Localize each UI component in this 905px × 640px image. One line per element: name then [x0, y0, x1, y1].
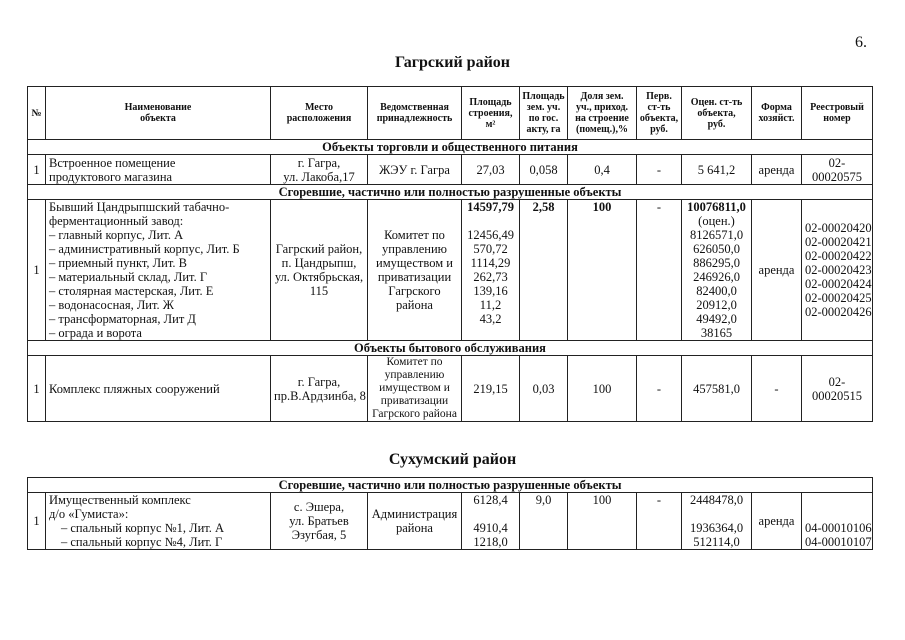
- cell-reg: [802, 493, 873, 550]
- gagra-table: [27, 86, 873, 422]
- cell-location: [271, 200, 368, 341]
- location-line: п. Цандрыпш,: [281, 256, 357, 270]
- dept-line: Комитет по: [386, 356, 443, 368]
- est-value: 1936364,0: [689, 521, 744, 535]
- name-line: Бывший Цандрыпшский табачно-: [49, 200, 230, 214]
- est-value: 886295,0: [693, 256, 740, 270]
- location-line: ул. Братьев: [289, 514, 349, 528]
- cell-reg: 02-00020575: [802, 155, 873, 185]
- section-title-sukhum: Сухумский район: [388, 451, 517, 468]
- reg-value: 02-00020421: [805, 235, 872, 249]
- location-line: г. Гагра,: [297, 155, 341, 170]
- cell-est: 5 641,2: [682, 155, 752, 185]
- dept-line: управлению: [382, 242, 447, 256]
- cell-name: [46, 155, 271, 185]
- cell-num: 1: [28, 493, 46, 550]
- cell-share: 0,4: [568, 155, 637, 185]
- name-line: – ограда и ворота: [49, 326, 142, 340]
- cell-area: [462, 493, 520, 550]
- est-value: 38165: [700, 326, 733, 340]
- reg-value: 02-00020426: [805, 305, 872, 319]
- area-value: 43,2: [479, 312, 502, 326]
- est-value: 49492,0: [696, 312, 737, 326]
- est-total: 10076811,0: [687, 200, 746, 214]
- reg-value: 04-00010107: [805, 535, 872, 549]
- name-line: д/о «Гумиста»:: [49, 507, 129, 521]
- dept-line: имуществом и: [376, 256, 453, 270]
- reg-value: 04-00010106: [805, 521, 872, 535]
- cell-dept: [368, 493, 462, 550]
- cell-dept: ЖЭУ г. Гагра: [368, 155, 462, 185]
- name-line: продуктового магазина: [49, 169, 173, 184]
- dept-line: Комитет по: [384, 228, 445, 242]
- dept-line: района: [396, 521, 433, 535]
- area-value: 12456,49: [467, 228, 514, 242]
- cell-share: 100: [568, 356, 637, 422]
- cell-est: [682, 493, 752, 550]
- cell-name: [46, 200, 271, 341]
- header-location: Место расположения: [271, 87, 368, 140]
- dept-line: имуществом и: [379, 382, 450, 394]
- cell-form: аренда: [752, 493, 802, 550]
- name-line: – спальный корпус №1, Лит. А: [61, 521, 225, 535]
- name-line: Имущественный комплекс: [49, 493, 191, 507]
- reg-value: 02-00020424: [805, 277, 872, 291]
- dept-line: Администрация: [371, 507, 458, 521]
- cell-initial: -: [637, 155, 682, 185]
- category-destroyed: Сгоревшие, частично или полностью разрушенные объекты: [28, 185, 873, 200]
- est-value: 512114,0: [693, 535, 740, 549]
- area-total: 14597,79: [467, 200, 514, 214]
- cell-location: [271, 493, 368, 550]
- cell-initial: -: [637, 200, 682, 341]
- cell-land: 0,058: [520, 155, 568, 185]
- table-row: [28, 200, 873, 341]
- location-line: пр.В.Ардзинба, 8: [274, 388, 366, 403]
- section-title-gagra: Гагрский район: [394, 54, 511, 71]
- est-note: (оцен.): [698, 214, 735, 228]
- est-value: 20912,0: [696, 298, 737, 312]
- dept-line: приватизации: [380, 395, 449, 407]
- header-area: Площадь строения, м²: [462, 87, 520, 140]
- area-total: 6128,4: [473, 493, 508, 507]
- header-name: Наименование объекта: [46, 87, 271, 140]
- category-trade: Объекты торговли и общественного питания: [28, 140, 873, 155]
- reg-value: 02-00020423: [805, 263, 872, 277]
- cell-area: [462, 200, 520, 341]
- sukhum-table: [27, 477, 873, 550]
- name-line: – материальный склад, Лит. Г: [49, 270, 208, 284]
- header-land: Площадь зем. уч. по гос. акту, га: [520, 87, 568, 140]
- est-value: 82400,0: [696, 284, 737, 298]
- cell-dept: [368, 200, 462, 341]
- cell-share: 100: [568, 493, 637, 550]
- table-row: [28, 155, 873, 185]
- dept-line: приватизации: [377, 270, 452, 284]
- header-row: [28, 87, 873, 140]
- reg-value: 02-00020420: [805, 221, 872, 235]
- est-total: 2448478,0: [689, 493, 744, 507]
- area-value: 262,73: [473, 270, 508, 284]
- area-value: 570,72: [473, 242, 508, 256]
- cell-reg: [802, 200, 873, 341]
- table-row: [28, 356, 873, 422]
- dept-line: Гагрского: [388, 284, 441, 298]
- name-line: – столярная мастерская, Лит. Е: [49, 284, 214, 298]
- name-line: – трансформаторная, Лит Д: [49, 312, 196, 326]
- location-line: г. Гагра,: [297, 374, 341, 389]
- header-est: Оцен. ст-ть объекта, руб.: [682, 87, 752, 140]
- name-line: – спальный корпус №4, Лит. Г: [61, 535, 223, 549]
- cell-reg: 02-00020515: [802, 356, 873, 422]
- area-value: 1218,0: [473, 535, 508, 549]
- header-dept: Ведомственная принадлежность: [368, 87, 462, 140]
- cell-area: 219,15: [462, 356, 520, 422]
- name-line: – главный корпус, Лит. А: [49, 228, 184, 242]
- dept-line: района: [396, 298, 433, 312]
- cell-name: Комплекс пляжных сооружений: [46, 356, 271, 422]
- name-line: ферментационный завод:: [49, 214, 184, 228]
- location-line: ул. Октябрьская,: [274, 270, 364, 284]
- table-row: [28, 493, 873, 550]
- area-value: 139,16: [473, 284, 508, 298]
- est-value: 246926,0: [693, 270, 740, 284]
- cell-name: [46, 493, 271, 550]
- category-household: Объекты бытового обслуживания: [28, 341, 873, 356]
- location-line: 115: [309, 284, 329, 298]
- dept-line: управлению: [384, 369, 445, 381]
- header-form: Форма хозяйст.: [752, 87, 802, 140]
- area-value: 4910,4: [473, 521, 508, 535]
- category-destroyed: Сгоревшие, частично или полностью разрушенные объекты: [28, 478, 873, 493]
- name-line: Встроенное помещение: [49, 155, 176, 170]
- cell-initial: -: [637, 356, 682, 422]
- cell-num: 1: [28, 356, 46, 422]
- cell-dept: [368, 356, 462, 422]
- cell-land: 2,58: [520, 200, 568, 341]
- cell-area: 27,03: [462, 155, 520, 185]
- reg-value: 02-00020425: [805, 291, 872, 305]
- cell-form: -: [752, 356, 802, 422]
- cell-form: аренда: [752, 155, 802, 185]
- page-number: 6.: [855, 34, 867, 51]
- name-line: – приемный пункт, Лит. В: [49, 256, 187, 270]
- header-initial: Перв. ст-ть объекта, руб.: [637, 87, 682, 140]
- name-line: – административный корпус, Лит. Б: [49, 242, 240, 256]
- dept-line: Гагрского района: [372, 408, 457, 420]
- location-line: ул. Лакоба,17: [283, 169, 355, 184]
- area-value: 11,2: [479, 298, 502, 312]
- cell-num: 1: [28, 200, 46, 341]
- header-reg: Реестровый номер: [802, 87, 873, 140]
- cell-num: 1: [28, 155, 46, 185]
- cell-form: аренда: [752, 200, 802, 341]
- cell-share: 100: [568, 200, 637, 341]
- name-line: – водонасосная, Лит. Ж: [49, 298, 174, 312]
- cell-land: 0,03: [520, 356, 568, 422]
- header-num: №: [28, 87, 46, 140]
- location-line: с. Эшера,: [293, 500, 345, 514]
- cell-est: [682, 200, 752, 341]
- est-value: 8126571,0: [689, 228, 744, 242]
- est-value: 626050,0: [693, 242, 740, 256]
- cell-location: [271, 155, 368, 185]
- area-value: 1114,29: [470, 256, 511, 270]
- header-share: Доля зем. уч., приход. на строение (помещ.),%: [568, 87, 637, 140]
- cell-location: [271, 356, 368, 422]
- cell-est: 457581,0: [682, 356, 752, 422]
- location-line: Гагрский район,: [275, 242, 363, 256]
- location-line: Эзугбая, 5: [291, 528, 347, 542]
- cell-initial: -: [637, 493, 682, 550]
- reg-value: 02-00020422: [805, 249, 872, 263]
- cell-land: 9,0: [520, 493, 568, 550]
